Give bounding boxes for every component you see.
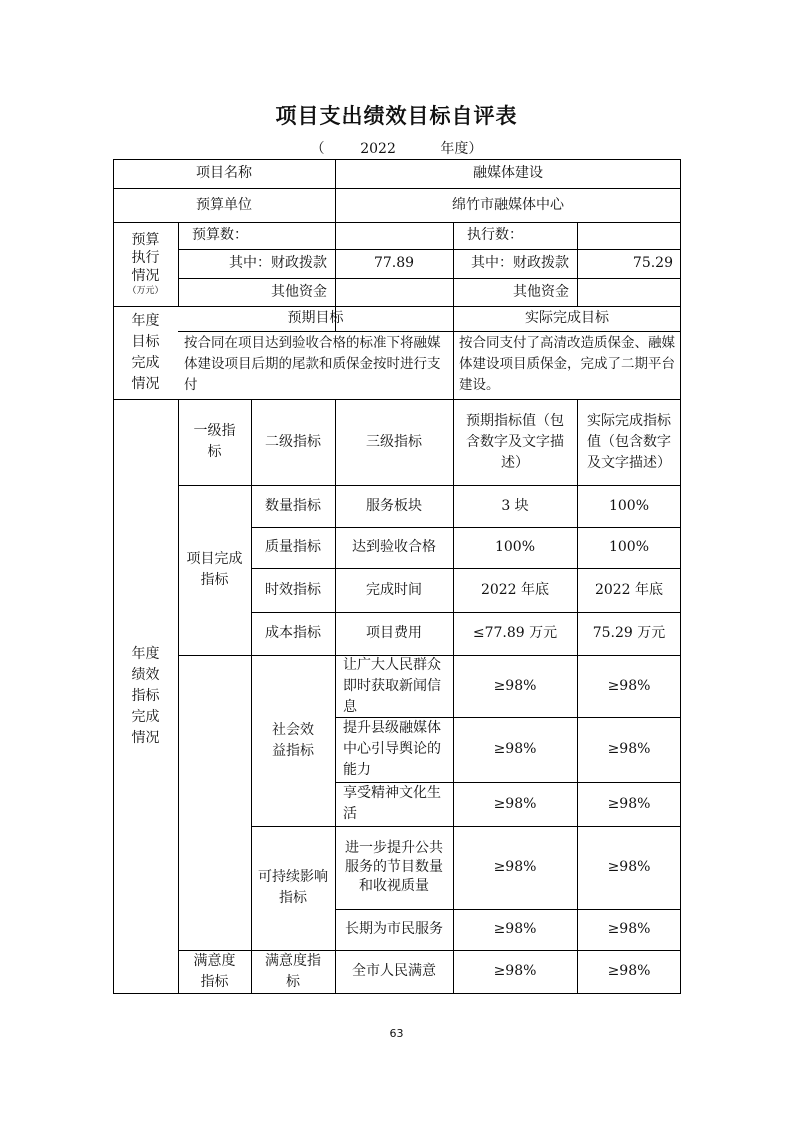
row-level3: 服务板块 <box>366 497 422 514</box>
perf-text-1: 年度 <box>131 645 160 662</box>
perf-text-3: 指标 <box>131 687 160 704</box>
row-level3: 长期为市民服务 <box>345 921 443 937</box>
perf-text-5: 情况 <box>131 729 160 746</box>
row-actual: ≥98% <box>607 859 651 875</box>
row-level3: 享受精神文化生活 <box>343 785 441 822</box>
row-level2: 数量指标 <box>265 497 321 514</box>
label-exec-amount: 执行数： <box>467 227 523 243</box>
row-actual: ≥98% <box>607 795 651 812</box>
page-number: 63 <box>389 1027 404 1040</box>
sustain-text-2: 指标 <box>279 890 307 906</box>
row-expected: 3 块 <box>501 497 529 514</box>
head-level3: 三级指标 <box>366 433 422 450</box>
goal-text-4: 情况 <box>131 375 160 392</box>
row-level2: 质量指标 <box>265 539 321 555</box>
fiscal-budget-value: 77.89 <box>373 255 415 271</box>
label-budget-amount: 预算数： <box>192 227 248 243</box>
row-level3: 完成时间 <box>366 581 422 598</box>
label-social-benefit: 社会效益指标 <box>272 721 314 759</box>
label-satisfaction-level1: 满意度指标 <box>193 952 236 990</box>
row-level3: 进一步提升公共服务的节目数量和收视质量 <box>345 840 443 894</box>
label-budget-unit: 预算单位 <box>196 196 252 213</box>
page-title: 项目支出绩效目标自评表 <box>275 104 518 128</box>
label-fiscal-budget: 其中：财政拨款 <box>229 255 327 271</box>
budget-unit-value: 绵竹市融媒体中心 <box>452 196 564 213</box>
row-level3: 让广大人民群众即时获取新闻信息 <box>343 656 441 715</box>
self-evaluation-table <box>113 159 681 994</box>
budget-exec-unit: （万元） <box>127 286 164 296</box>
row-expected: ≥98% <box>493 963 537 979</box>
head-actual: 实际完成指标值（包含数字及文字描述） <box>587 412 671 471</box>
goal-text-1: 年度 <box>131 312 160 329</box>
row-expected: ≥98% <box>493 921 537 937</box>
label-project-completion: 项目完成指标 <box>186 551 243 588</box>
row-actual: ≥98% <box>607 921 651 937</box>
perf-text-2: 绩效 <box>131 666 160 683</box>
row-actual: ≥98% <box>607 677 651 694</box>
budget-exec-text-2: 执行 <box>131 250 160 266</box>
label-fiscal-exec: 其中：财政拨款 <box>471 255 569 271</box>
row-expected: 100% <box>494 539 536 555</box>
perf-text-4: 完成 <box>131 708 160 725</box>
level1-blank <box>178 655 251 950</box>
actual-goal-text: 按合同支付了高清改造质保金、融媒体建设项目质保金，完成了二期平台建设。 <box>459 335 675 393</box>
row-level3: 提升县级融媒体中心引导舆论的能力 <box>343 720 441 778</box>
label-satisfaction-level2: 满意度指标 <box>265 952 321 990</box>
row-actual: 2022 年底 <box>594 581 664 598</box>
row-actual: ≥98% <box>607 741 651 757</box>
head-level2: 二级指标 <box>265 433 321 450</box>
row-actual: 100% <box>608 497 650 514</box>
label-other-exec: 其他资金 <box>513 283 569 300</box>
budget-exec-text-1: 预算 <box>131 232 160 248</box>
head-expected: 预期指标值（包含数字及文字描述） <box>466 412 564 471</box>
row-level3: 项目费用 <box>366 625 422 641</box>
project-name-value: 融媒体建设 <box>473 165 543 181</box>
fiscal-exec-value: 75.29 <box>632 255 673 271</box>
row-expected: ≥98% <box>493 677 537 694</box>
row-expected: ≤77.89 万元 <box>472 625 558 641</box>
goal-text-3: 完成 <box>131 354 160 371</box>
row-level3: 达到验收合格 <box>352 539 436 555</box>
expected-goal-text: 按合同在项目达到验收合格的标准下将融媒体建设项目后期的尾款和质保金按时进行支付 <box>184 335 441 393</box>
row-expected: ≥98% <box>493 795 537 812</box>
row-level3: 全市人民满意 <box>352 963 436 979</box>
goal-text-2: 目标 <box>131 333 160 350</box>
label-project-name: 项目名称 <box>196 165 252 181</box>
row-expected: ≥98% <box>493 859 537 875</box>
sustain-text-1: 可持续影响 <box>258 869 328 885</box>
label-other-budget: 其他资金 <box>271 283 327 300</box>
label-annual-performance <box>113 399 178 993</box>
label-annual-goal <box>113 306 178 399</box>
label-sustainable-impact <box>251 826 335 950</box>
row-level2: 成本指标 <box>265 625 321 641</box>
label-expected-goal: 预期目标 <box>287 310 344 326</box>
head-level1: 一级指标 <box>193 423 236 460</box>
year-line: （ 2022 年度） <box>310 141 483 157</box>
label-budget-execution <box>113 222 178 306</box>
budget-exec-text-3: 情况 <box>131 268 160 284</box>
row-actual: ≥98% <box>607 963 651 979</box>
row-actual: 100% <box>608 539 650 555</box>
label-actual-goal: 实际完成目标 <box>525 310 609 326</box>
row-expected: 2022 年底 <box>480 581 550 598</box>
row-actual: 75.29 万元 <box>592 625 666 641</box>
row-level2: 时效指标 <box>265 581 321 598</box>
row-expected: ≥98% <box>493 741 537 757</box>
